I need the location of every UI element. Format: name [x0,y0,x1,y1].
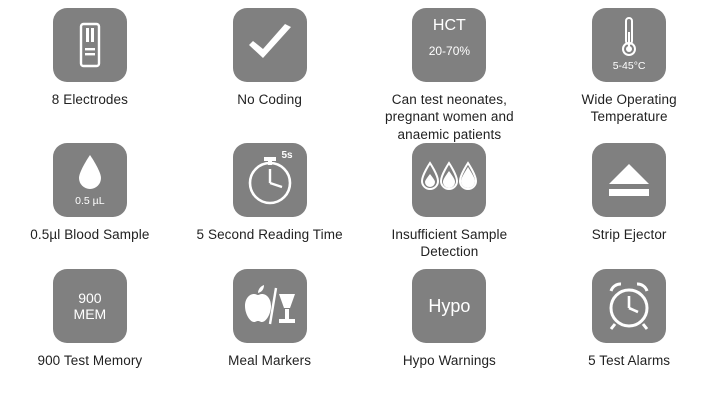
feature-strip-ejector-tile [592,143,666,217]
feature-test-memory-tile [53,269,127,343]
memory-label-icon [74,290,107,324]
feature-operating-temperature [539,8,719,143]
feature-strip-ejector-caption: Strip Ejector [591,226,667,242]
memory-count: 900 [78,289,102,306]
feature-hypo-warnings-tile [412,269,486,343]
blood-sample-badge: 0.5 µL [75,194,105,207]
feature-no-coding-tile [233,8,307,82]
hct-range-value: 20-70% [428,44,471,58]
feature-meal-markers [180,269,360,396]
feature-no-coding [180,8,360,143]
hypo-label-icon: Hypo [428,295,471,316]
feature-no-coding-caption: No Coding [237,92,302,107]
operating-temperature-badge: 5-45°C [612,60,646,72]
alarm-clock-icon [603,281,655,331]
feature-hypo-warnings-caption: Hypo Warnings [402,353,496,369]
test-strip-icon [68,22,112,68]
feature-electrodes-caption: 8 Electrodes [51,92,128,107]
feature-blood-sample-caption: 0.5µl Blood Sample [30,226,150,242]
feature-strip-ejector [539,143,719,270]
feature-test-memory [0,269,180,396]
feature-hct-range-caption: Can test neonates, pregnant women and anaemic patients [385,92,514,142]
feature-electrodes-tile [53,8,127,82]
feature-test-alarms-tile [592,269,666,343]
three-drops-icon [420,160,478,200]
blood-drop-icon [76,153,104,191]
feature-test-alarms [539,269,719,396]
feature-hct-range [360,8,540,143]
reading-time-badge: 5s [281,149,293,161]
thermometer-icon [617,16,641,60]
apple-and-cup-icon [241,284,299,328]
feature-electrodes [0,8,180,143]
memory-unit: MEM [73,306,107,323]
stopwatch-icon [243,153,297,207]
feature-insufficient-sample-tile [412,143,486,217]
feature-operating-temperature-caption: Wide Operating Temperature [581,92,677,125]
hct-label-icon: HCT [432,17,466,34]
feature-insufficient-sample [360,143,540,270]
feature-reading-time [180,143,360,270]
feature-test-memory-caption: 900 Test Memory [37,353,143,369]
feature-blood-sample [0,143,180,270]
feature-operating-temperature-tile [592,8,666,82]
feature-test-alarms-caption: 5 Test Alarms [588,353,671,369]
eject-icon [607,162,651,198]
feature-hct-range-tile [412,8,486,82]
feature-reading-time-tile [233,143,307,217]
feature-insufficient-sample-caption: Insufficient Sample Detection [391,226,508,260]
feature-reading-time-caption: 5 Second Reading Time [196,226,343,242]
feature-meal-markers-tile [233,269,307,343]
feature-meal-markers-caption: Meal Markers [228,353,312,369]
feature-blood-sample-tile [53,143,127,217]
checkmark-icon [245,23,295,67]
feature-hypo-warnings [360,269,540,396]
